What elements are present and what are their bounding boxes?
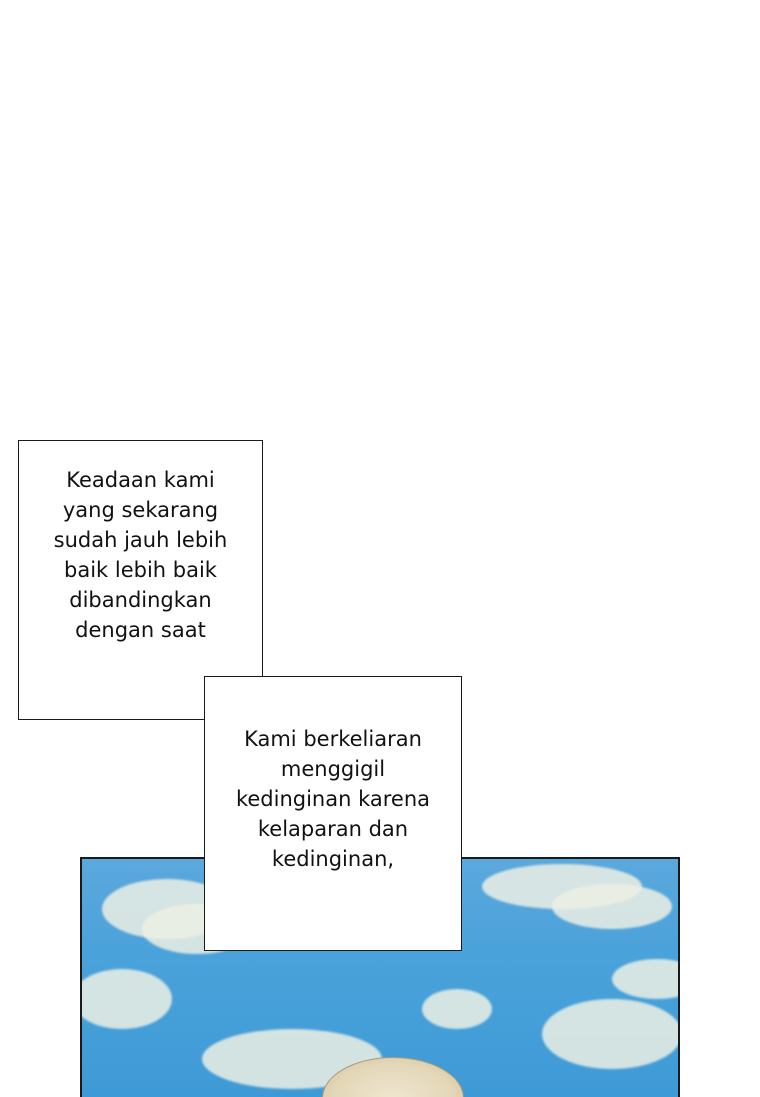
- cloud: [422, 989, 492, 1029]
- cloud: [80, 969, 172, 1029]
- narration-box-2: [204, 676, 462, 951]
- narration-text-2: Kami berkeliaran menggigil kedinginan karena kelaparan dan kedinginan,: [235, 726, 431, 871]
- cloud: [612, 959, 680, 999]
- cloud: [542, 999, 680, 1069]
- cloud: [552, 884, 672, 929]
- narration-text-1: Keadaan kami yang sekarang sudah jauh lebih baik lebih baik dibandingkan dengan saat: [53, 468, 228, 642]
